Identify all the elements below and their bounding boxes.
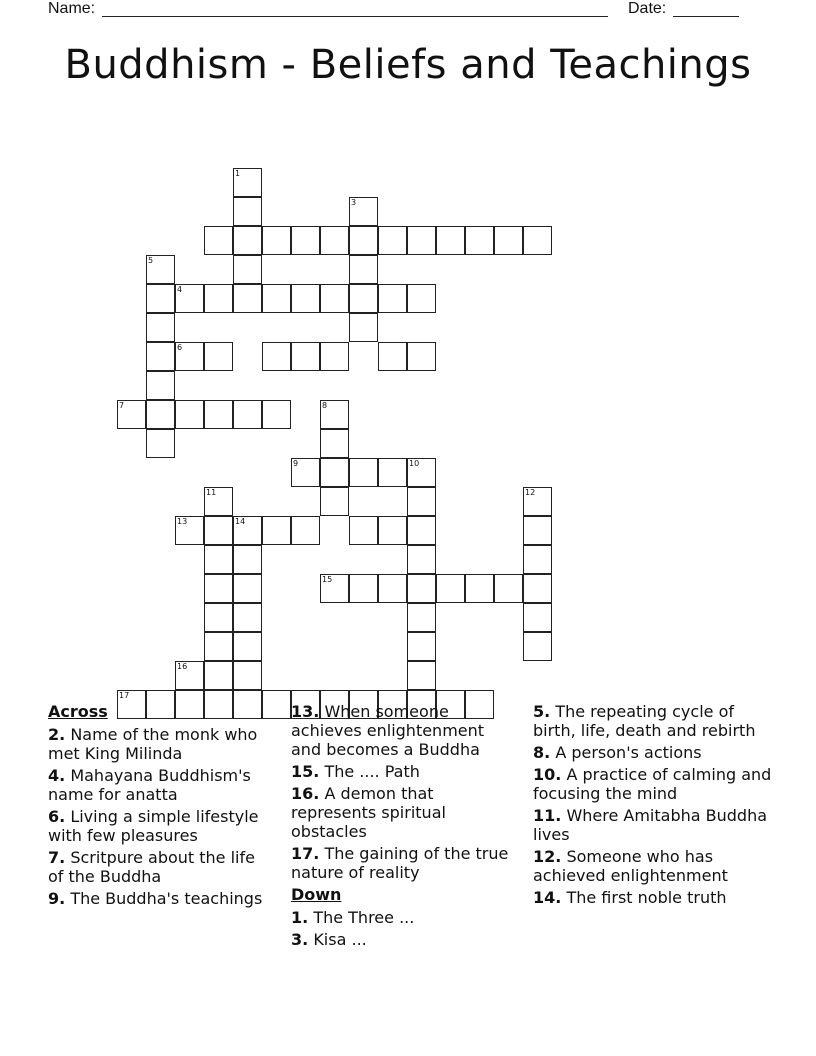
clue-text: Someone who has achieved enlightenment: [533, 847, 728, 885]
grid-cell[interactable]: [349, 313, 378, 342]
clue-number: 7.: [48, 848, 66, 867]
clue-down-3: [291, 930, 516, 949]
grid-cell[interactable]: [291, 458, 320, 487]
grid-cell[interactable]: [146, 429, 175, 458]
clue-text: Scritpure about the life of the Buddha: [48, 848, 255, 886]
grid-cell[interactable]: [407, 226, 436, 255]
clue-number: 15.: [291, 762, 320, 781]
clue-down-5: [533, 702, 773, 740]
clue-number: 8.: [533, 743, 551, 762]
grid-cell[interactable]: [262, 284, 291, 313]
clue-number: 5.: [533, 702, 551, 721]
grid-cell[interactable]: [233, 603, 262, 632]
grid-cell[interactable]: [523, 226, 552, 255]
down-heading: Down: [291, 885, 342, 904]
cell-number: 6: [177, 343, 183, 352]
grid-cell[interactable]: [204, 400, 233, 429]
grid-cell[interactable]: [320, 458, 349, 487]
grid-cell[interactable]: [204, 545, 233, 574]
clue-across-16: [291, 784, 516, 841]
grid-cell[interactable]: [407, 458, 436, 487]
grid-cell[interactable]: [465, 226, 494, 255]
grid-cell[interactable]: [262, 226, 291, 255]
grid-cell[interactable]: [146, 400, 175, 429]
clue-text: The first noble truth: [566, 888, 727, 907]
clue-text: The Buddha's teachings: [70, 889, 263, 908]
grid-cell[interactable]: [349, 516, 378, 545]
clue-across-6: [48, 807, 273, 845]
clue-text: Name of the monk who met King Milinda: [48, 725, 258, 763]
clue-text: The gaining of the true nature of reality: [291, 844, 509, 882]
cell-number: 3: [351, 198, 357, 207]
grid-cell[interactable]: [262, 400, 291, 429]
clue-across-2: [48, 725, 273, 763]
grid-cell[interactable]: [378, 342, 407, 371]
grid-cell[interactable]: [233, 574, 262, 603]
grid-cell[interactable]: [320, 226, 349, 255]
cell-number: 1: [235, 169, 241, 178]
clue-number: 6.: [48, 807, 66, 826]
clue-number: 13.: [291, 702, 320, 721]
grid-cell[interactable]: [204, 284, 233, 313]
clue-down-10: [533, 765, 773, 803]
cell-number: 13: [177, 517, 188, 526]
grid-cell[interactable]: [349, 574, 378, 603]
grid-cell[interactable]: [465, 574, 494, 603]
grid-cell[interactable]: [407, 574, 436, 603]
grid-cell[interactable]: [494, 574, 523, 603]
grid-cell[interactable]: [320, 400, 349, 429]
grid-cell[interactable]: [349, 458, 378, 487]
grid-cell[interactable]: [407, 632, 436, 661]
cell-number: 15: [322, 575, 333, 584]
clue-number: 11.: [533, 806, 562, 825]
clue-text: A demon that represents spiritual obstacles: [291, 784, 446, 841]
cell-number: 4: [177, 285, 183, 294]
grid-cell[interactable]: [233, 168, 262, 197]
grid-cell[interactable]: [204, 516, 233, 545]
grid-cell[interactable]: [233, 284, 262, 313]
clue-number: 16.: [291, 784, 320, 803]
grid-cell[interactable]: [320, 487, 349, 516]
grid-cell[interactable]: [117, 400, 146, 429]
grid-cell[interactable]: [146, 255, 175, 284]
grid-cell[interactable]: [349, 226, 378, 255]
clue-number: 1.: [291, 908, 309, 927]
grid-cell[interactable]: [146, 313, 175, 342]
clue-column-1: [48, 702, 273, 911]
clue-column-3: [533, 702, 773, 910]
cell-number: 5: [148, 256, 154, 265]
grid-cell[interactable]: [175, 342, 204, 371]
grid-cell[interactable]: [407, 487, 436, 516]
grid-cell[interactable]: [146, 371, 175, 400]
grid-cell[interactable]: [407, 342, 436, 371]
clue-down-8: [533, 743, 773, 762]
grid-cell[interactable]: [204, 487, 233, 516]
clue-across-9: [48, 889, 273, 908]
grid-cell[interactable]: [233, 197, 262, 226]
grid-cell[interactable]: [204, 632, 233, 661]
clue-number: 2.: [48, 725, 66, 744]
grid-cell[interactable]: [523, 574, 552, 603]
grid-cell[interactable]: [407, 661, 436, 690]
clue-down-11: [533, 806, 773, 844]
grid-cell[interactable]: [291, 284, 320, 313]
date-label: Date:: [628, 0, 667, 17]
grid-cell[interactable]: [349, 284, 378, 313]
grid-cell[interactable]: [407, 545, 436, 574]
name-label: Name:: [48, 0, 96, 17]
grid-cell[interactable]: [378, 574, 407, 603]
cell-number: 7: [119, 401, 125, 410]
clue-number: 12.: [533, 847, 562, 866]
cell-number: 12: [525, 488, 536, 497]
grid-cell[interactable]: [407, 516, 436, 545]
cell-number: 14: [235, 517, 246, 526]
clue-text: Kisa ...: [313, 930, 367, 949]
clue-across-7: [48, 848, 273, 886]
clue-number: 3.: [291, 930, 309, 949]
cell-number: 16: [177, 662, 188, 671]
grid-cell[interactable]: [523, 487, 552, 516]
grid-cell[interactable]: [523, 632, 552, 661]
grid-cell[interactable]: [204, 574, 233, 603]
grid-cell[interactable]: [349, 197, 378, 226]
grid-cell[interactable]: [291, 226, 320, 255]
grid-cell[interactable]: [175, 661, 204, 690]
grid-cell[interactable]: [494, 226, 523, 255]
grid-cell[interactable]: [407, 603, 436, 632]
clue-text: A person's actions: [555, 743, 702, 762]
grid-cell[interactable]: [523, 516, 552, 545]
grid-cell[interactable]: [378, 226, 407, 255]
clue-text: The .... Path: [324, 762, 420, 781]
grid-cell[interactable]: [378, 516, 407, 545]
cell-number: 10: [409, 459, 420, 468]
grid-cell[interactable]: [233, 226, 262, 255]
grid-cell[interactable]: [436, 226, 465, 255]
clue-column-2: [291, 702, 516, 952]
clue-text: Mahayana Buddhism's name for anatta: [48, 766, 251, 804]
cell-number: 8: [322, 401, 328, 410]
clue-across-17: [291, 844, 516, 882]
grid-cell[interactable]: [175, 284, 204, 313]
clue-number: 9.: [48, 889, 66, 908]
cell-number: 17: [119, 691, 130, 700]
grid-cell[interactable]: [233, 545, 262, 574]
grid-cell[interactable]: [233, 661, 262, 690]
clue-across-4: [48, 766, 273, 804]
clue-number: 17.: [291, 844, 320, 863]
across-heading: Across: [48, 702, 108, 721]
page-title: Buddhism - Beliefs and Teachings: [64, 42, 752, 88]
grid-cell[interactable]: [233, 632, 262, 661]
grid-cell[interactable]: [204, 603, 233, 632]
clue-text: A practice of calming and focusing the mind: [533, 765, 772, 803]
grid-cell[interactable]: [204, 661, 233, 690]
grid-cell[interactable]: [320, 429, 349, 458]
clue-across-13: [291, 702, 516, 759]
grid-cell[interactable]: [349, 255, 378, 284]
grid-cell[interactable]: [436, 574, 465, 603]
clue-down-12: [533, 847, 773, 885]
clue-down-14: [533, 888, 773, 907]
grid-cell[interactable]: [291, 516, 320, 545]
clue-number: 14.: [533, 888, 562, 907]
grid-cell[interactable]: [320, 284, 349, 313]
cell-number: 11: [206, 488, 217, 497]
clue-across-15: [291, 762, 516, 781]
clue-number: 10.: [533, 765, 562, 784]
grid-cell[interactable]: [204, 226, 233, 255]
cell-number: 9: [293, 459, 299, 468]
clue-number: 4.: [48, 766, 66, 785]
grid-cell[interactable]: [407, 284, 436, 313]
grid-cell[interactable]: [523, 603, 552, 632]
clue-text: Where Amitabha Buddha lives: [533, 806, 768, 844]
grid-cell[interactable]: [175, 516, 204, 545]
grid-cell[interactable]: [320, 342, 349, 371]
grid-cell[interactable]: [378, 284, 407, 313]
clue-text: The Three ...: [313, 908, 415, 927]
clue-text: When someone achieves enlightenment and becomes a Buddha: [291, 702, 485, 759]
grid-cell[interactable]: [175, 400, 204, 429]
clue-down-1: [291, 908, 516, 927]
grid-cell[interactable]: [262, 516, 291, 545]
clue-text: The repeating cycle of birth, life, death and rebirth: [533, 702, 756, 740]
grid-cell[interactable]: [146, 342, 175, 371]
grid-cell[interactable]: [146, 284, 175, 313]
grid-cell[interactable]: [233, 516, 262, 545]
grid-cell[interactable]: [378, 458, 407, 487]
clue-text: Living a simple lifestyle with few pleasures: [48, 807, 259, 845]
grid-cell[interactable]: [262, 342, 291, 371]
grid-cell[interactable]: [204, 342, 233, 371]
grid-cell[interactable]: [233, 400, 262, 429]
grid-cell[interactable]: [523, 545, 552, 574]
grid-cell[interactable]: [291, 342, 320, 371]
grid-cell[interactable]: [233, 255, 262, 284]
grid-cell[interactable]: [320, 574, 349, 603]
